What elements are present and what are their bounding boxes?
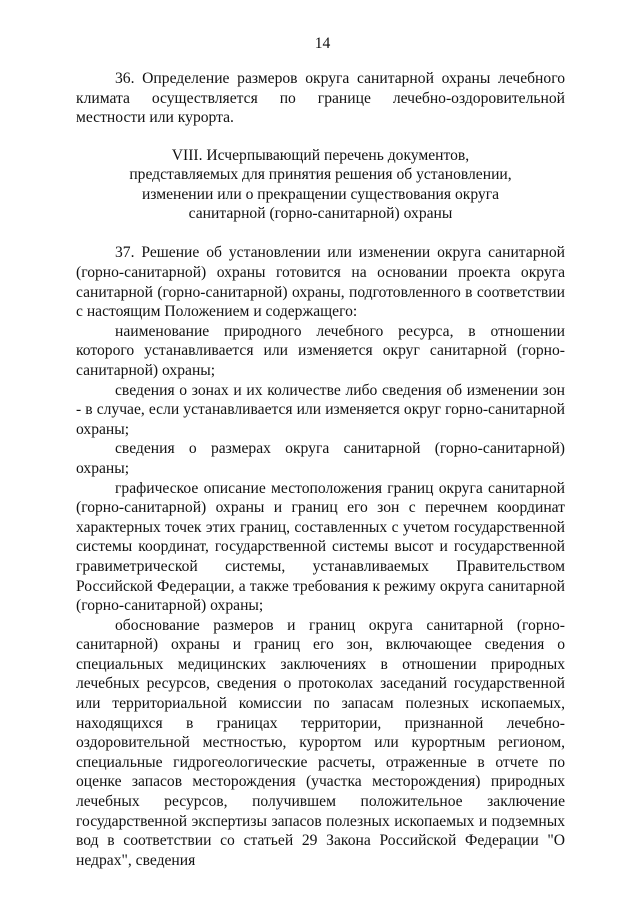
section-heading-line: изменении или о прекращении существования округа	[141, 185, 500, 203]
paragraph-37: 37. Решение об установлении или изменении округа санитарной (горно-санитарной) охраны готовится на основании проекта округа санитарной (горно-санитарной) охраны, подготовленного в соответствии с настоящим Положением и содержащего:	[76, 244, 565, 321]
page-number: 14	[314, 35, 331, 52]
list-item-graphic-description: графическое описание местоположения границ округа санитарной (горно-санитарной) охраны и границ его зон с перечнем координат характерных точек этих границ, составленных с учетом государственной системы координат, государственной системы высот и государственной гравиметрической системы, устанавливаемых Правительством Российской Федерации, а также требования к режиму округа санитарной (горно-санитарной) охраны;	[76, 479, 565, 615]
section-heading-line: представляемых для принятия решения об установлении,	[129, 166, 512, 184]
section-heading	[76, 146, 565, 224]
list-item-sizes: сведения о размерах округа санитарной (горно-санитарной) охраны;	[76, 440, 565, 477]
list-item-zones: сведения о зонах и их количестве либо сведения об изменении зон - в случае, если устанавливается или изменяется округ горно-санитарной охраны;	[76, 381, 565, 438]
paragraph-36: 36. Определение размеров округа санитарной охраны лечебного климата осуществляется по границе лечебно-оздоровительной местности или курорта.	[76, 70, 565, 127]
list-item-resource-name: наименование природного лечебного ресурса, в отношении которого устанавливается или изменяется округ санитарной (горно-санитарной) охраны;	[76, 322, 565, 379]
section-heading-line: VIII. Исчерпывающий перечень документов,	[171, 146, 470, 164]
list-item-justification: обоснование размеров и границ округа санитарной (горно-санитарной) охраны и границ его зон, включающее сведения о специальных медицинских заключениях в отношении природных лечебных ресурсов, сведения о протоколах заседаний государственной или территориальной комиссии по запасам полезных ископаемых, находящихся в границах территории, признанной лечебно-оздоровительной местностью, курортом или курортным регионом, специальные гидрогеологические расчеты, отраженные в отчете по оценке запасов месторождения (участка месторождения) природных лечебных ресурсов, получившем положительное заключение государственной экспертизы запасов полезных ископаемых и подземных вод в соответствии со статьей 29 Закона Российской Федерации "О недрах", сведения	[76, 616, 565, 869]
section-heading-line: санитарной (горно-санитарной) охраны	[188, 205, 453, 222]
document-page	[76, 34, 565, 870]
